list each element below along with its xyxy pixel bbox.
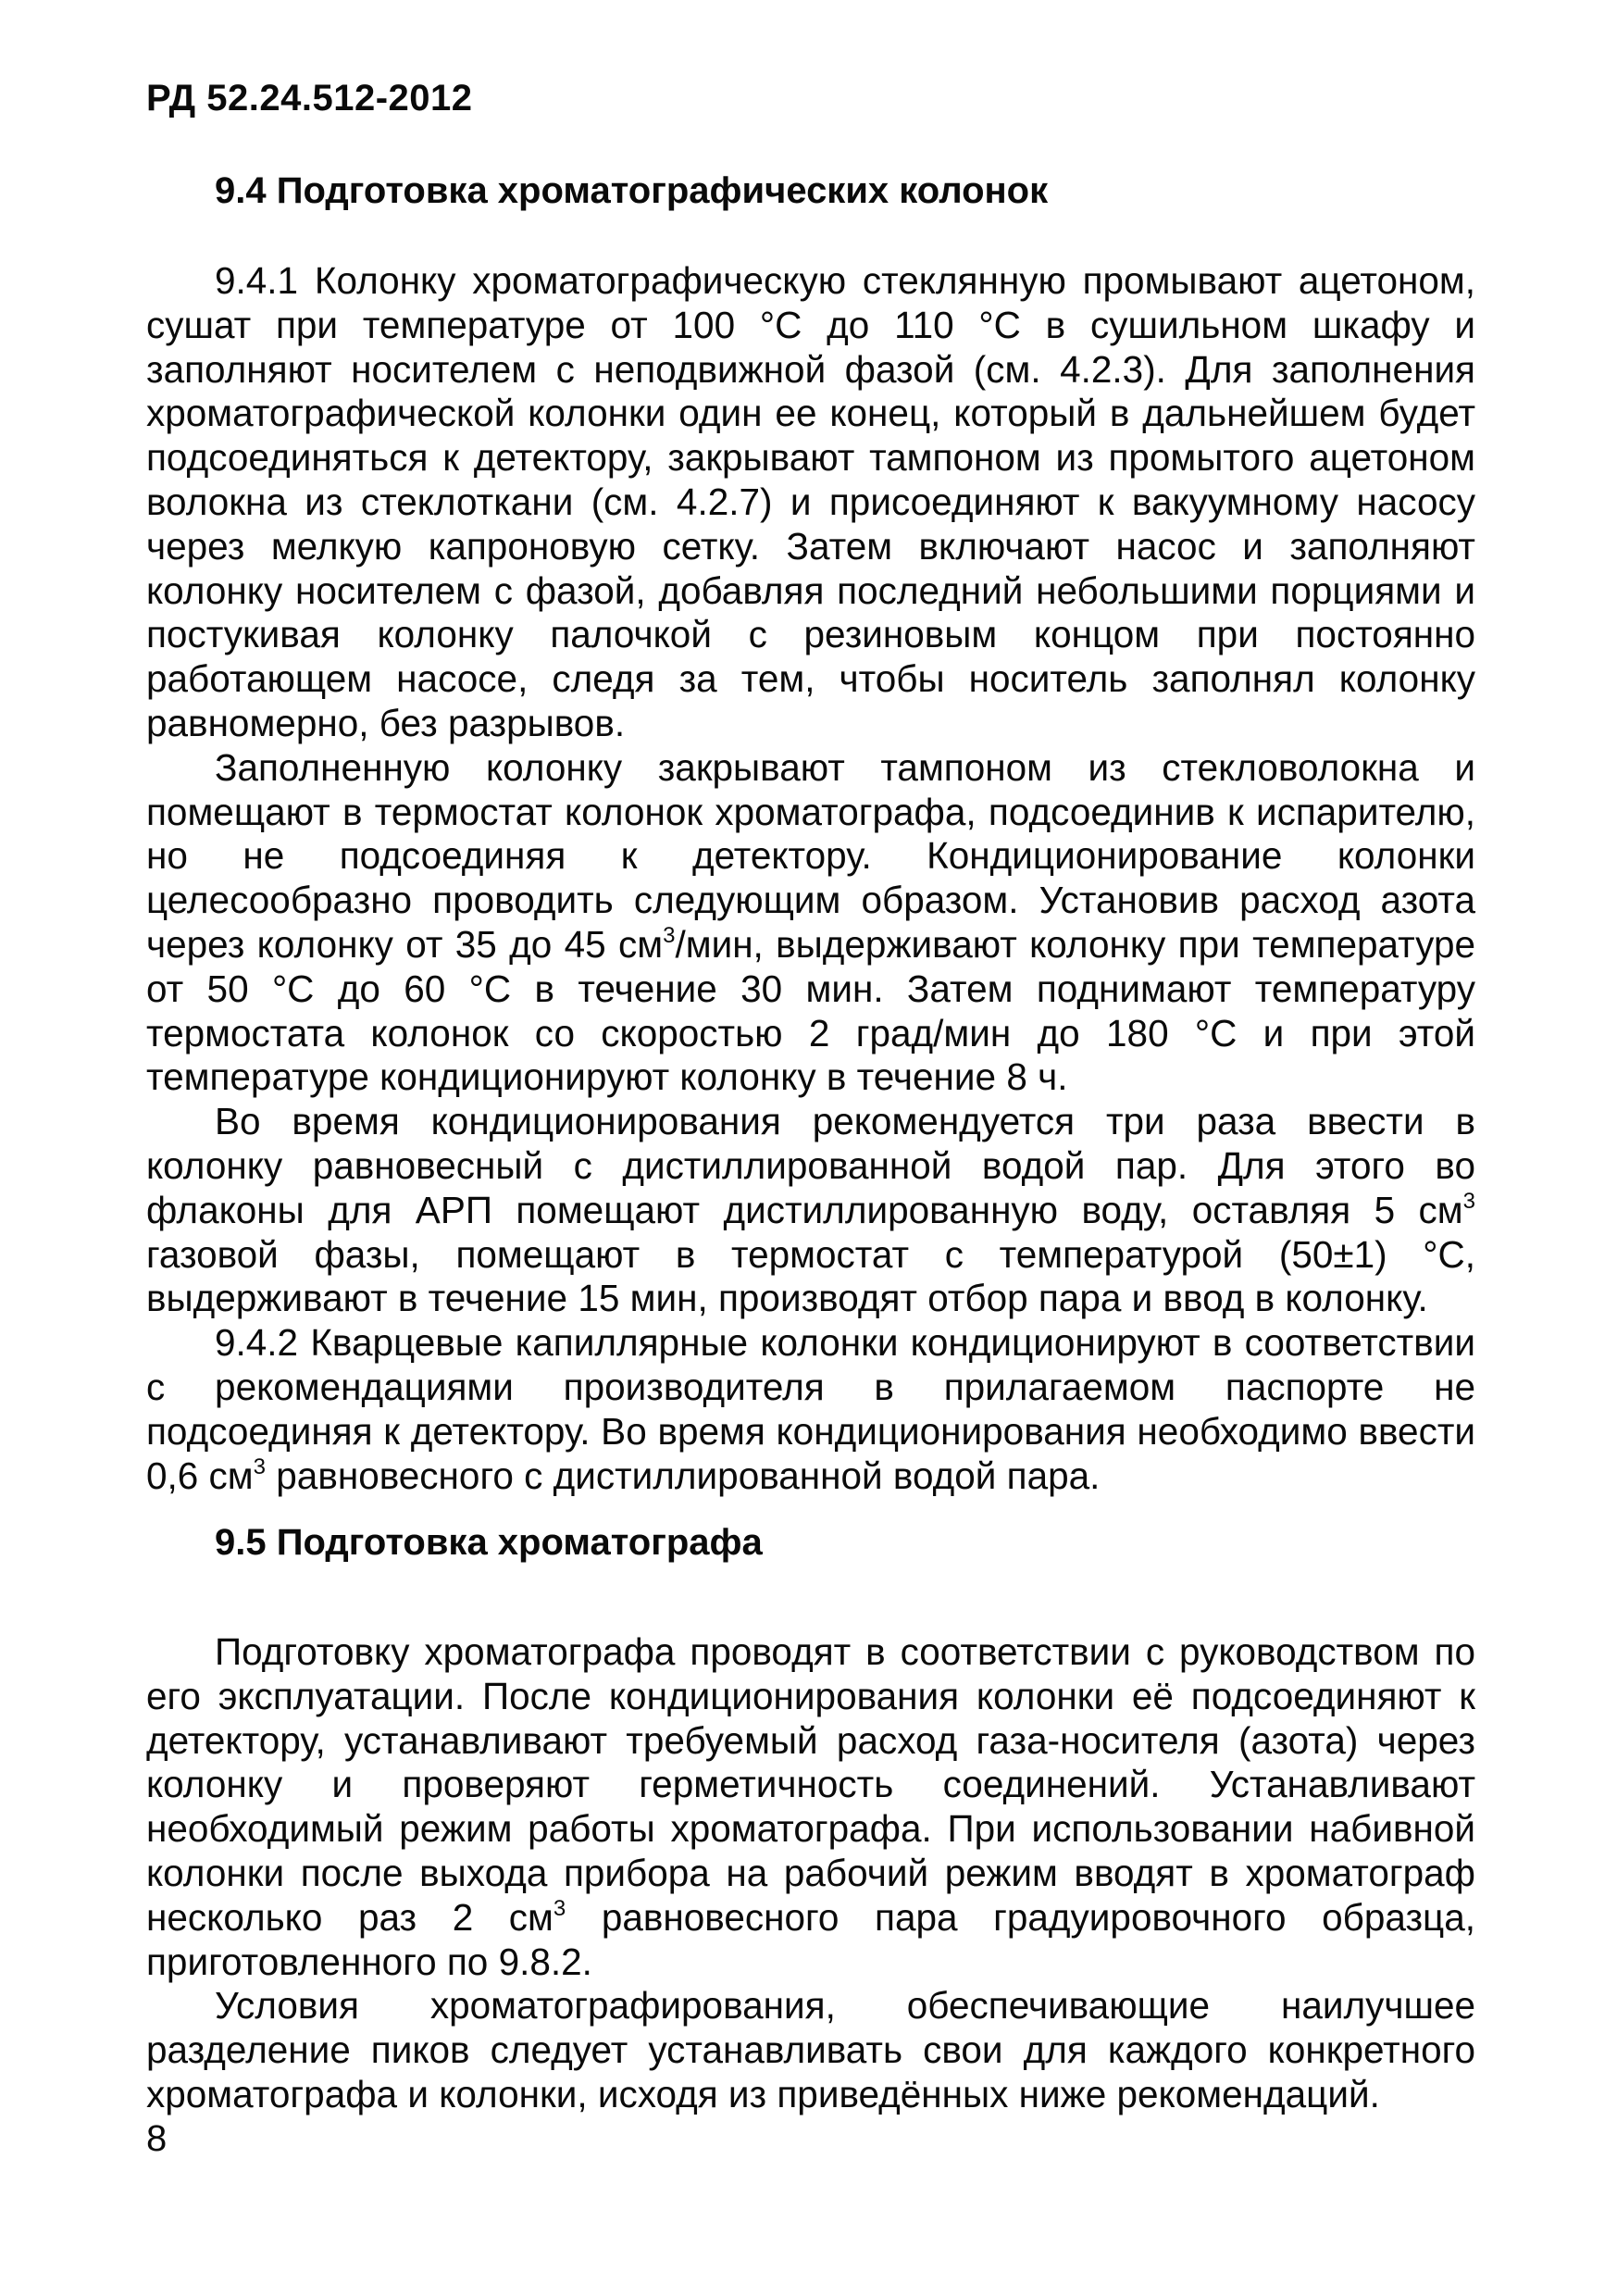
text-run: равновесного с дистиллированной водой пара. [266, 1454, 1101, 1497]
paragraph-chromatography-conditions: Условия хроматографирования, обеспечивающие наилучшее разделение пиков следует устанавливать свои для каждого конкретного хроматографа и колонки, исходя из приведённых ниже рекомендаций. [146, 1984, 1475, 2115]
text-run: равновесного пара градуировочного образца, приготовленного по 9.8.2. [146, 1895, 1475, 1983]
text-run: Подготовку хроматографа проводят в соответствии с руководством по его эксплуатации. После кондиционирования колонки её подсоединяют к детектору, устанавливают требуемый расход газа-носителя (азота) через колонку и проверяют герметичность соединений. Устанавливают необходимый режим работы хроматографа. При использовании набивной колонки после выхода прибора на рабочий режим вводят в хроматограф несколько раз 2 см [146, 1630, 1475, 1939]
paragraph-chromatograph-setup [146, 1630, 1475, 1984]
section-heading-9-4: 9.4 Подготовка хроматографических колонок [215, 170, 1049, 211]
text-run: газовой фазы, помещают в термостат с температурой (50±1) °С, выдерживают в течение 15 мин, производят отбор пара и ввод в колонку. [146, 1232, 1475, 1320]
text-run: /мин, выдерживают колонку при температуре от 50 °С до 60 °С в течение 30 мин. Затем поднимают температуру термостата колонок со скоростью 2 град/мин до 180 °С и при этой температуре кондиционируют колонку в течение 8 ч. [146, 922, 1475, 1099]
superscript: 3 [663, 922, 676, 948]
text-run: Заполненную колонку закрывают тампоном из стекловолокна и помещают в термостат колонок хроматографа, подсоединив к испарителю, но не подсоединяя к детектору. Кондиционирование колонки целесообразно проводить следующим образом. Установив расход азота через колонку от 35 до 45 см [146, 745, 1475, 966]
paragraph-vapor-injection [146, 1100, 1475, 1321]
paragraph-9-4-1: 9.4.1 Колонку хроматографическую стеклянную промывают ацетоном, сушат при температуре от 100 °С до 110 °С в сушильном шкафу и заполняют носителем с неподвижной фазой (см. 4.2.3). Для заполнения хроматографической колонки один ее конец, который в дальнейшем будет подсоединяться к детектору, закрывают тампоном из промытого ацетоном волокна из стеклоткани (см. 4.2.7) и присоединяют к вакуумному насосу через мелкую капроновую сетку. Затем включают насос и заполняют колонку носителем с фазой, добавляя последний небольшими порциями и постукивая колонку палочкой с резиновым концом при постоянно работающем насосе, следя за тем, чтобы носитель заполнял колонку равномерно, без разрывов. [146, 259, 1475, 744]
page-number: 8 [146, 2118, 168, 2159]
text-run: Во время кондиционирования рекомендуется три раза ввести в колонку равновесный с дистиллированной водой пар. Для этого во флаконы для АРП помещают дистиллированную воду, оставляя 5 см [146, 1100, 1475, 1231]
superscript: 3 [553, 1895, 566, 1921]
text-run: 9.4.2 Кварцевые капиллярные колонки кондиционируют в соответствии с рекомендациями производителя в прилагаемом паспорте не подсоединяя к детектору. Во время кондиционирования необходимо ввести 0,6 см [146, 1321, 1475, 1497]
superscript: 3 [1462, 1188, 1475, 1214]
paragraph-9-4-2 [146, 1321, 1475, 1498]
paragraph-column-conditioning [146, 746, 1475, 1100]
document-code: РД 52.24.512-2012 [146, 78, 473, 119]
section-9-5-body [146, 1630, 1475, 2117]
section-heading-9-5: 9.5 Подготовка хроматографа [215, 1522, 763, 1563]
superscript: 3 [253, 1454, 267, 1479]
section-9-4-body [146, 259, 1475, 1498]
